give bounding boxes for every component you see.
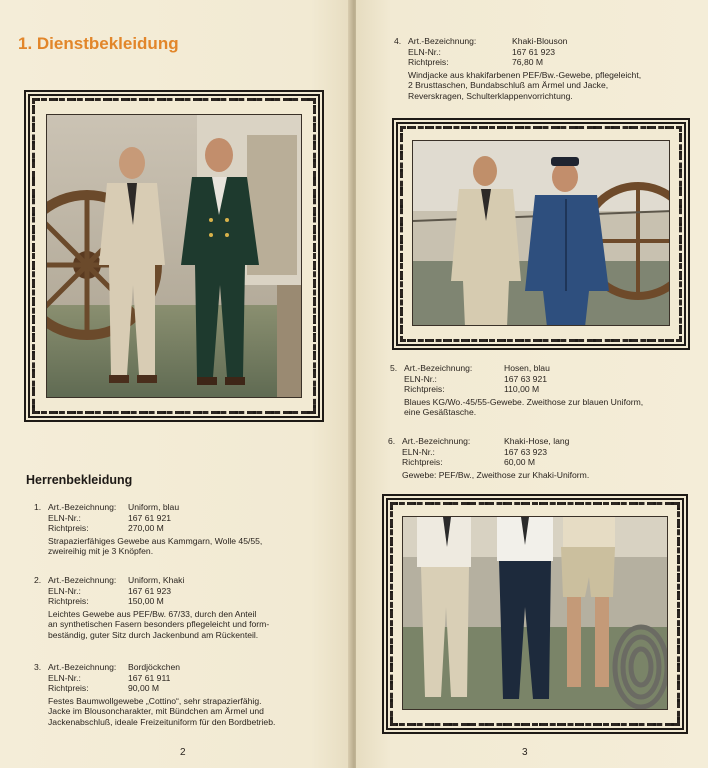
- photo-three-men-trousers: [402, 516, 668, 710]
- field-label: Richtpreis:: [48, 596, 89, 607]
- photo-frame-2: [392, 118, 690, 350]
- field-value: 110,00 M: [504, 384, 540, 395]
- field-value: 167 61 921: [128, 512, 172, 523]
- item-description: Jackenabschluß, ideale Freizeituniform für den Bordbetrieb.: [48, 716, 276, 727]
- field-value: 167 63 923: [504, 446, 548, 457]
- product-item-2: [34, 575, 269, 641]
- field-value: 167 61 923: [512, 46, 556, 57]
- field-label: Art.-Bezeichnung:: [48, 502, 117, 512]
- section-heading: Herrenbekleidung: [26, 473, 133, 487]
- field-value: 270,00 M: [128, 523, 164, 534]
- field-label: ELN-Nr.:: [48, 585, 81, 596]
- item-number: 2.: [34, 575, 42, 585]
- item-description: 2 Brusttaschen, Bundabschluß am Ärmel und Jacke,: [408, 80, 609, 91]
- photo-two-men-khaki-blue: [412, 140, 670, 326]
- item-description: zweireihig mit je 3 Knöpfen.: [48, 546, 154, 557]
- field-value: 150,00 M: [128, 596, 164, 607]
- product-item-1: [34, 502, 262, 557]
- field-value: Uniform, blau: [128, 502, 180, 512]
- item-description: Blaues KG/Wo.-45/55-Gewebe. Zweithose zur blauen Uniform,: [404, 396, 644, 407]
- field-label: Richtpreis:: [402, 457, 443, 468]
- item-description: eine Gesäßtasche.: [404, 407, 477, 418]
- field-label: ELN-Nr.:: [48, 512, 81, 523]
- item-description: Strapazierfähiges Gewebe aus Kammgarn, Wolle 45/55,: [48, 535, 263, 546]
- item-number: 6.: [388, 436, 396, 446]
- field-value: Khaki-Blouson: [512, 36, 568, 46]
- field-label: Art.-Bezeichnung:: [48, 575, 117, 585]
- field-label: ELN-Nr.:: [404, 373, 437, 384]
- item-description: Gewebe: PEF/Bw., Zweithose zur Khaki-Uniform.: [402, 469, 590, 480]
- item-number: 4.: [394, 36, 402, 46]
- product-item-5: [390, 363, 643, 418]
- field-value: 76,80 M: [512, 57, 544, 68]
- item-description: Festes Baumwollgewebe „Cottino“, sehr strapazierfähig.: [48, 695, 262, 706]
- item-number: 5.: [390, 363, 398, 373]
- photo-two-men-uniforms: [46, 114, 302, 398]
- field-value: 90,00 M: [128, 683, 160, 694]
- item-description: an synthetischen Fasern besonders pflegeleicht und form-: [48, 619, 270, 630]
- field-label: Art.-Bezeichnung:: [402, 436, 471, 446]
- field-label: Art.-Bezeichnung:: [408, 36, 477, 46]
- left-page: [0, 0, 352, 768]
- field-label: Art.-Bezeichnung:: [404, 363, 473, 373]
- field-value: 167 61 923: [128, 585, 172, 596]
- field-label: Richtpreis:: [408, 57, 449, 68]
- field-value: Hosen, blau: [504, 363, 550, 373]
- field-label: ELN-Nr.:: [48, 672, 81, 683]
- field-value: 60,00 M: [504, 457, 536, 468]
- item-description: Reverskragen, Schulterklappenvorrichtung.: [408, 90, 573, 101]
- field-value: 167 61 911: [128, 672, 171, 683]
- field-value: 167 63 921: [504, 373, 548, 384]
- field-label: Richtpreis:: [404, 384, 445, 395]
- item-description: Jacke im Blousoncharakter, mit Bündchen am Ärmel und: [48, 706, 264, 717]
- product-item-3: [34, 662, 275, 728]
- item-number: 1.: [34, 502, 42, 512]
- field-label: ELN-Nr.:: [408, 46, 441, 57]
- field-value: Khaki-Hose, lang: [504, 436, 570, 446]
- product-item-4: [394, 36, 641, 102]
- right-page: [356, 0, 708, 768]
- photo-scene-3: [403, 517, 668, 710]
- item-description: beständig, guter Sitz durch Jackenbund am Rückenteil.: [48, 629, 259, 640]
- page-number: 2: [180, 747, 186, 758]
- photo-frame-3: [382, 494, 688, 734]
- section-title: 1. Dienstbekleidung: [18, 34, 179, 53]
- field-label: Richtpreis:: [48, 523, 89, 534]
- item-description: Windjacke aus khakifarbenen PEF/Bw.-Gewebe, pflegeleicht,: [408, 69, 642, 80]
- product-item-6: [388, 436, 589, 480]
- page-number: 3: [522, 747, 528, 758]
- field-value: Uniform, Khaki: [128, 575, 185, 585]
- field-label: Richtpreis:: [48, 683, 89, 694]
- field-value: Bordjöckchen: [128, 662, 181, 672]
- field-label: ELN-Nr.:: [402, 446, 435, 457]
- photo-frame-1: [24, 90, 324, 422]
- item-description: Leichtes Gewebe aus PEF/Bw. 67/33, durch den Anteil: [48, 608, 257, 619]
- photo-scene-1: [47, 115, 302, 398]
- item-number: 3.: [34, 662, 42, 672]
- field-label: Art.-Bezeichnung:: [48, 662, 117, 672]
- photo-scene-2: [413, 141, 670, 326]
